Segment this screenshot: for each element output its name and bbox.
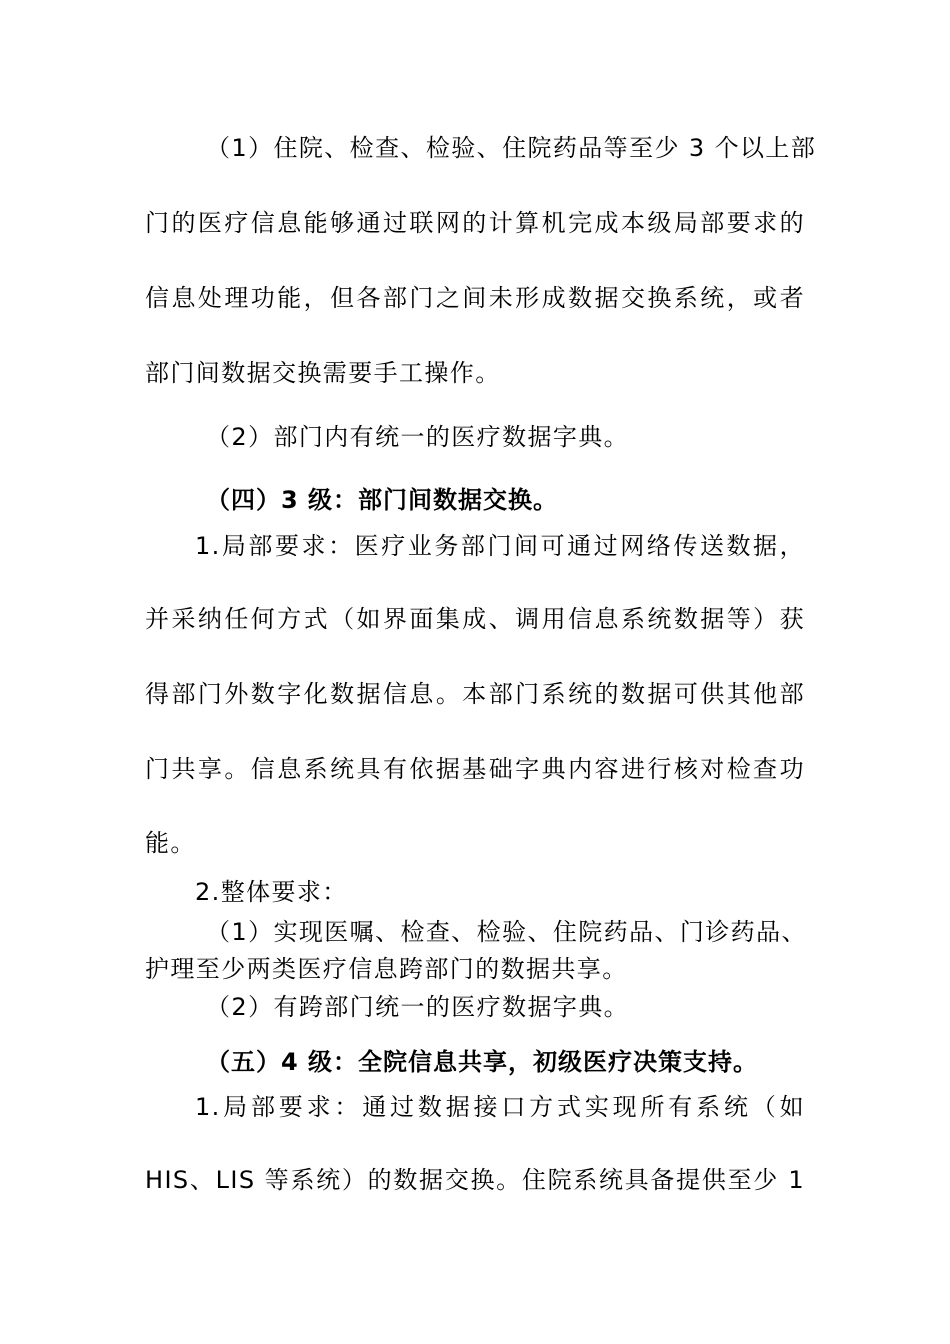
paragraph-line: （1）实现医嘱、检查、检验、住院药品、门诊药品、	[206, 918, 807, 946]
paragraph-line: 得部门外数字化数据信息。本部门系统的数据可供其他部	[145, 680, 805, 708]
paragraph-line: 门的医疗信息能够通过联网的计算机完成本级局部要求的	[145, 209, 805, 237]
paragraph-line: （1）住院、检查、检验、住院药品等至少 3 个以上部	[206, 134, 817, 162]
paragraph-line: 部门间数据交换需要手工操作。	[145, 359, 501, 387]
paragraph-line: 1.局部要求：医疗业务部门间可通过网络传送数据，	[195, 532, 805, 560]
section-heading: （五）4 级：全院信息共享，初级医疗决策支持。	[206, 1048, 759, 1076]
section-heading: （四）3 级：部门间数据交换。	[206, 486, 559, 514]
paragraph-line: 门共享。信息系统具有依据基础字典内容进行核对检查功	[145, 755, 805, 783]
paragraph-line: 能。	[145, 829, 196, 857]
paragraph-line: 信息处理功能，但各部门之间未形成数据交换系统，或者	[145, 284, 805, 312]
paragraph-line: HIS、LIS 等系统）的数据交换。住院系统具备提供至少 1	[145, 1166, 805, 1194]
paragraph-line: （2）有跨部门统一的医疗数据字典。	[206, 993, 630, 1021]
paragraph-line: 2.整体要求：	[195, 878, 348, 906]
paragraph-line: 并采纳任何方式（如界面集成、调用信息系统数据等）获	[145, 605, 805, 633]
paragraph-line: 护理至少两类医疗信息跨部门的数据共享。	[145, 955, 628, 983]
paragraph-line: （2）部门内有统一的医疗数据字典。	[206, 423, 630, 451]
paragraph-line: 1.局部要求：通过数据接口方式实现所有系统（如	[195, 1093, 805, 1121]
